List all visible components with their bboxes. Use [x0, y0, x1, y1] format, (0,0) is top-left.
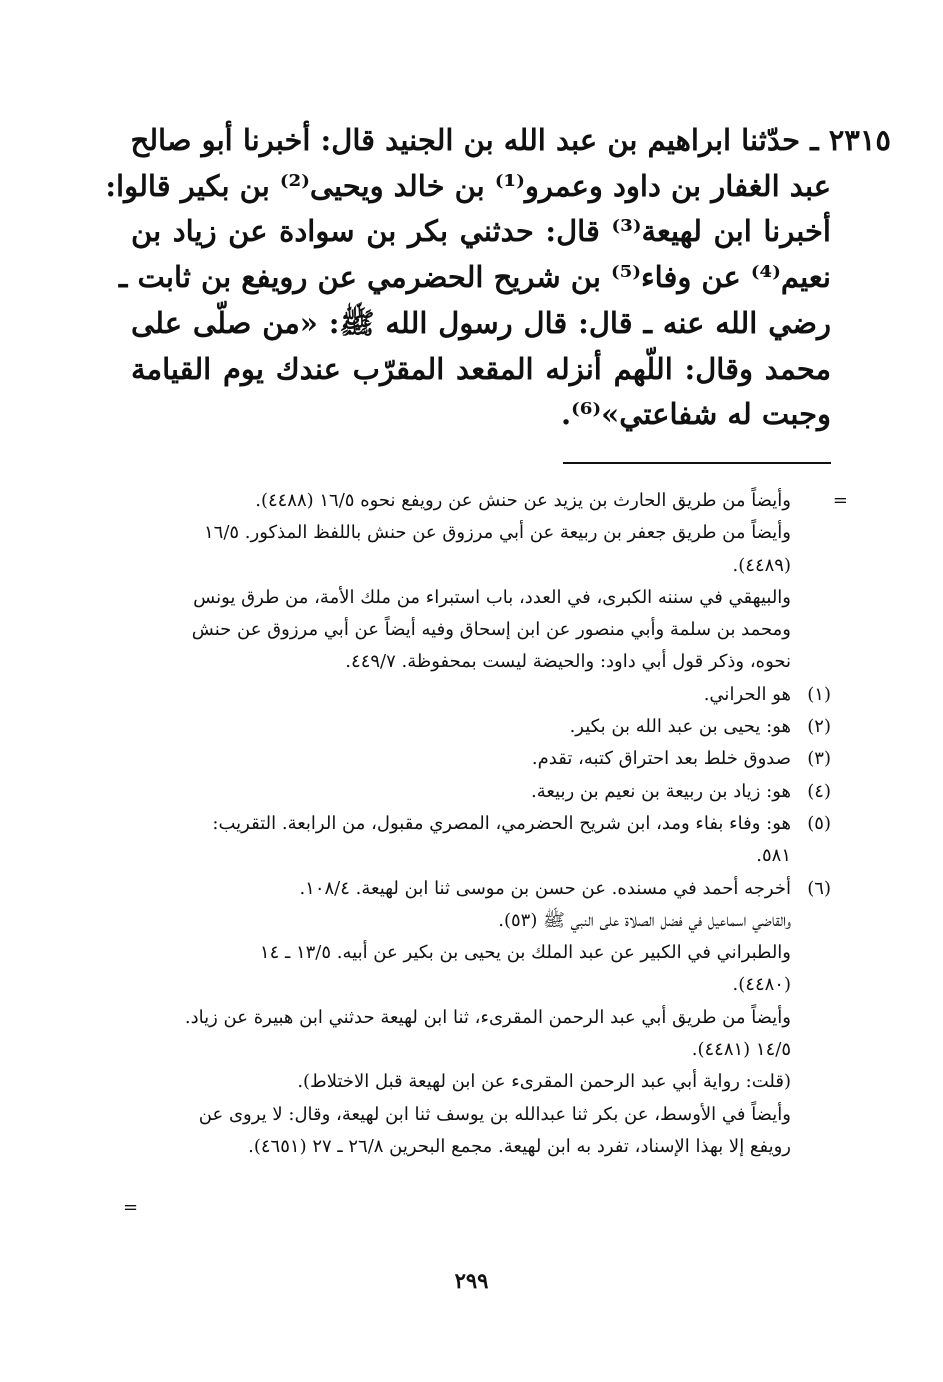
footnote-line: والطبراني في الكبير عن عبد الملك بن يحيى بن بكير عن أبيه. ١٣/٥ ـ ١٤ — [259, 942, 791, 964]
footnote-line: والبيهقي في سننه الكبرى، في العدد، باب استبراء من ملك الأمة، من طرق يونس — [193, 586, 791, 608]
hadith-line: رضي الله عنه ـ قال: قال رسول الله ﷺ: «من صلّى على — [131, 305, 831, 340]
footnote-5 — [111, 808, 831, 840]
footnote-line: وأيضاً في الأوسط، عن بكر ثنا عبدالله بن يوسف ثنا ابن لهيعة، وقال: لا يروى عن — [198, 1103, 791, 1125]
footnote-line: وأيضاً من طريق الحارث بن يزيد عن حنش عن رويفع نحوه ١٦/٥ (٤٤٨٨). — [255, 490, 791, 511]
footnote-number: (٣) — [807, 748, 831, 770]
hadith-line: نعيم⁽⁴⁾ عن وفاء⁽⁵⁾ بن شريح الحضرمي عن رويفع بن ثابت ـ — [118, 260, 831, 295]
footnote-5-cont: ٥٨١. — [756, 845, 791, 867]
page-number: ٢٩٩ — [454, 1268, 489, 1293]
hadith-line: عبد الغفار بن داود وعمرو⁽¹⁾ بن خالد ويحيى⁽²⁾ بن بكير قالوا: — [105, 168, 831, 203]
footnote-line: وأيضاً من طريق جعفر بن ربيعة عن أبي مرزوق عن حنش باللفظ المذكور. ١٦/٥ — [204, 522, 791, 544]
footnote-line: (٤٤٨٠). — [732, 974, 791, 996]
footnote-separator — [563, 462, 831, 464]
footnote-line: رويفع إلا بهذا الإسناد، تفرد به ابن لهيعة. مجمع البحرين ٢٦/٨ ـ ٢٧ (٤٦٥١). — [248, 1135, 791, 1157]
footnote-2 — [111, 711, 831, 743]
footnote-text: أخرجه أحمد في مسنده. عن حسن بن موسى ثنا ابن لهيعة. ١٠٨/٤. — [299, 877, 791, 899]
hadith-text — [105, 118, 891, 438]
footnote-text: هو الحراني. — [703, 683, 791, 705]
footnote-number: (٢) — [807, 716, 831, 738]
footnote-number: (٤) — [807, 780, 831, 802]
footnote-line: وأيضاً من طريق أبي عبد الرحمن المقرىء، ثنا ابن لهيعة حدثني ابن هبيرة عن زياد. — [184, 1006, 791, 1028]
footnote-4 — [111, 776, 831, 808]
footnote-line: (٤٤٨٩). — [732, 554, 791, 576]
footnote-number: (٦) — [807, 877, 831, 899]
footnote-1 — [111, 679, 831, 711]
footnote-text: هو: يحيى بن عبد الله بن بكير. — [569, 716, 791, 738]
continuation-mark-bottom: = — [123, 1197, 139, 1218]
hadith-line: أخبرنا ابن لهيعة⁽³⁾ قال: حدثني بكر بن سوادة عن زياد بن — [131, 214, 831, 249]
hadith-line: ٢٣١٥ ـ حدّثنا ابراهيم بن عبد الله بن الجنيد قال: أخبرنا أبو صالح — [130, 123, 891, 157]
footnotes — [111, 485, 831, 1163]
footnote-text: صدوق خلط بعد احتراق كتبه، تقدم. — [531, 748, 791, 770]
footnote-3 — [111, 743, 831, 775]
footnote-line: ومحمد بن سلمة وأبي منصور عن ابن إسحاق وفيه أيضاً عن أبي مرزوق عن حنش — [191, 619, 791, 641]
footnote-text: هو: وفاء بفاء ومد، ابن شريح الحضرمي، المصري مقبول، من الرابعة. التقريب: — [212, 812, 791, 834]
hadith-line: محمد وقال: اللّهم أنزله المقعد المقرّب عندك يوم القيامة — [131, 351, 831, 386]
footnote-number: (١) — [807, 683, 831, 705]
continuation-mark-top: = — [832, 490, 848, 511]
footnote-line: والقاضي اسماعيل في فضل الصلاة على النبي ﷺ (٥٣). — [498, 909, 791, 931]
footnote-number: (٥) — [807, 812, 831, 834]
footnote-6 — [111, 873, 831, 905]
footnote-text: هو: زياد بن ربيعة بن نعيم بن ربيعة. — [530, 780, 791, 802]
hadith-line: وجبت له شفاعتي»⁽⁶⁾. — [561, 397, 831, 432]
footnote-line: نحوه، وذكر قول أبي داود: والحيضة ليست بمحفوظة. ٤٤٩/٧. — [345, 651, 791, 673]
footnote-line: (قلت: رواية أبي عبد الرحمن المقرىء عن ابن لهيعة قبل الاختلاط). — [297, 1071, 791, 1093]
footnote-line: ١٤/٥ (٤٤٨١). — [691, 1039, 791, 1061]
